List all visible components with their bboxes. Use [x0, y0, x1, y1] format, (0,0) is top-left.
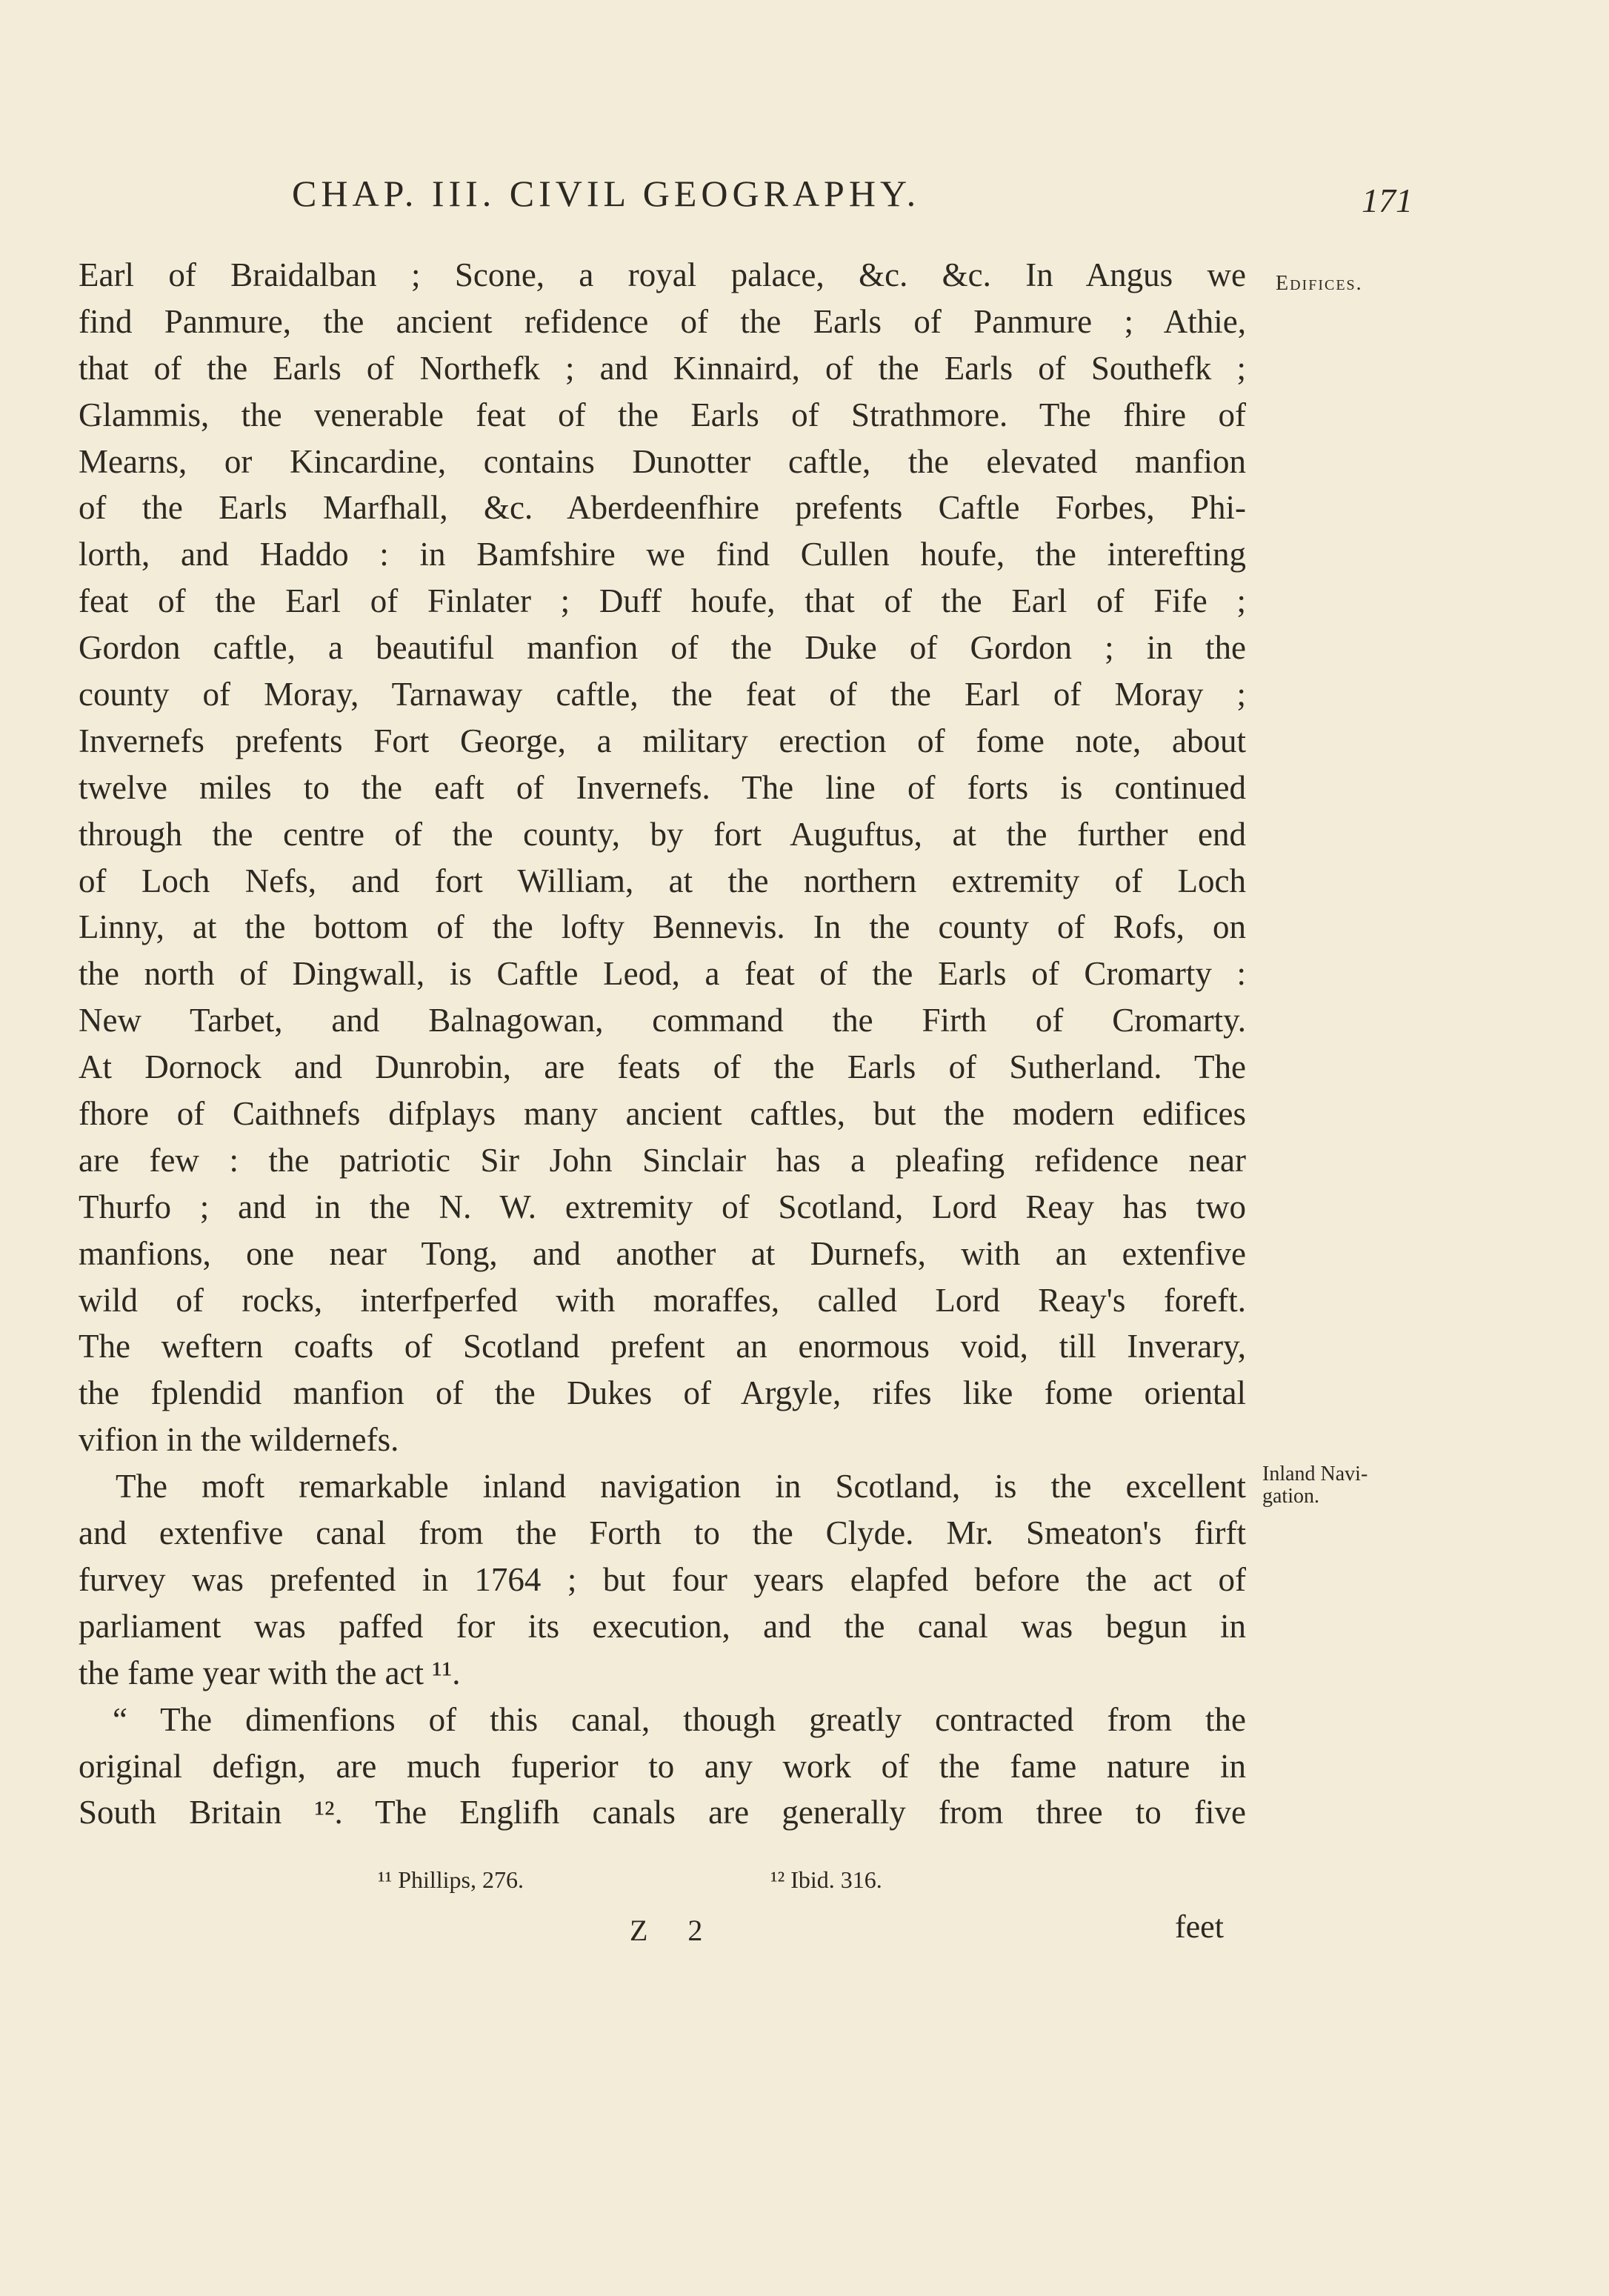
text-line: Mearns, or Kincardine, contains Dunotter caftle, the elevated manfion [79, 442, 1246, 480]
text-line: are few : the patriotic Sir John Sinclair has a pleafing refidence near [79, 1141, 1246, 1179]
text-line: find Panmure, the ancient refidence of the Earls of Panmure ; Athie, [79, 302, 1246, 340]
text-line: the fplendid manfion of the Dukes of Argyle, rifes like fome oriental [79, 1374, 1246, 1412]
text-line: Glammis, the venerable feat of the Earls of Strathmore. The fhire of [79, 396, 1246, 433]
text-line: parliament was paffed for its execution, and the canal was begun in [79, 1607, 1246, 1645]
footnote: ¹² Ibid. 316. [770, 1866, 882, 1893]
body-text [79, 252, 1246, 1836]
text-line: Linny, at the bottom of the lofty Bennevis. In the county of Rofs, on [79, 908, 1246, 946]
text-line: Gordon caftle, a beautiful manfion of the Duke of Gordon ; in the [79, 629, 1246, 667]
text-line: feat of the Earl of Finlater ; Duff houfe, that of the Earl of Fife ; [79, 582, 1246, 620]
margin-note-inland-navigation [1262, 1463, 1368, 1508]
catchword: feet [1175, 1909, 1224, 1945]
running-head: CHAP. III. CIVIL GEOGRAPHY. [292, 173, 921, 214]
text-line: the north of Dingwall, is Caftle Leod, a feat of the Earls of Cromarty : [79, 955, 1246, 993]
text-line: “ The dimenfions of this canal, though greatly contracted from the [113, 1700, 1246, 1738]
text-line: that of the Earls of Northefk ; and Kinnaird, of the Earls of Southefk ; [79, 349, 1246, 387]
text-line: At Dornock and Dunrobin, are feats of the Earls of Sutherland. The [79, 1048, 1246, 1086]
text-line: furvey was prefented in 1764 ; but four years elapfed before the act of [79, 1560, 1246, 1598]
margin-note-edifices: Edifices. [1276, 272, 1363, 295]
footnote: ¹¹ Phillips, 276. [378, 1866, 524, 1893]
text-line: of Loch Nefs, and fort William, at the northern extremity of Loch [79, 862, 1246, 899]
text-line: the fame year with the act ¹¹. [79, 1654, 461, 1691]
text-line: wild of rocks, interfperfed with moraffes, called Lord Reay's foreft. [79, 1281, 1246, 1319]
text-line: South Britain ¹². The Englifh canals are generally from three to five [79, 1794, 1246, 1831]
signature-mark: Z 2 [630, 1914, 719, 1947]
text-line: manfions, one near Tong, and another at Durnefs, with an extenfive [79, 1234, 1246, 1272]
text-line: vifion in the wildernefs. [79, 1421, 399, 1459]
text-line: The moft remarkable inland navigation in Scotland, is the excellent [116, 1468, 1246, 1505]
text-line: Thurfo ; and in the N. W. extremity of Scotland, Lord Reay has two [79, 1188, 1246, 1225]
text-line: county of Moray, Tarnaway caftle, the feat of the Earl of Moray ; [79, 676, 1246, 713]
text-line: twelve miles to the eaft of Invernefs. The line of forts is continued [79, 768, 1246, 806]
text-line: Earl of Braidalban ; Scone, a royal palace, &c. &c. In Angus we [79, 256, 1246, 293]
text-line: and extenfive canal from the Forth to the Clyde. Mr. Smeaton's firft [79, 1514, 1246, 1552]
text-line: The weftern coafts of Scotland prefent an enormous void, till Inverary, [79, 1328, 1246, 1365]
text-line: Invernefs prefents Fort George, a military erection of fome note, about [79, 722, 1246, 759]
text-line: New Tarbet, and Balnagowan, command the Firth of Cromarty. [79, 1002, 1246, 1039]
margin-note-line: gation. [1262, 1485, 1319, 1508]
text-line: fhore of Caithnefs difplays many ancient caftles, but the modern edifices [79, 1095, 1246, 1133]
text-line: lorth, and Haddo : in Bamfshire we find Cullen houfe, the interefting [79, 536, 1246, 573]
page-number: 171 [1362, 182, 1413, 219]
text-line: of the Earls Marfhall, &c. Aberdeenfhire prefents Caftle Forbes, Phi- [79, 489, 1246, 527]
text-line: original defign, are much fuperior to any work of the fame nature in [79, 1747, 1246, 1785]
margin-note-line: Inland Navi- [1262, 1463, 1368, 1485]
text-line: through the centre of the county, by fort Auguftus, at the further end [79, 815, 1246, 853]
